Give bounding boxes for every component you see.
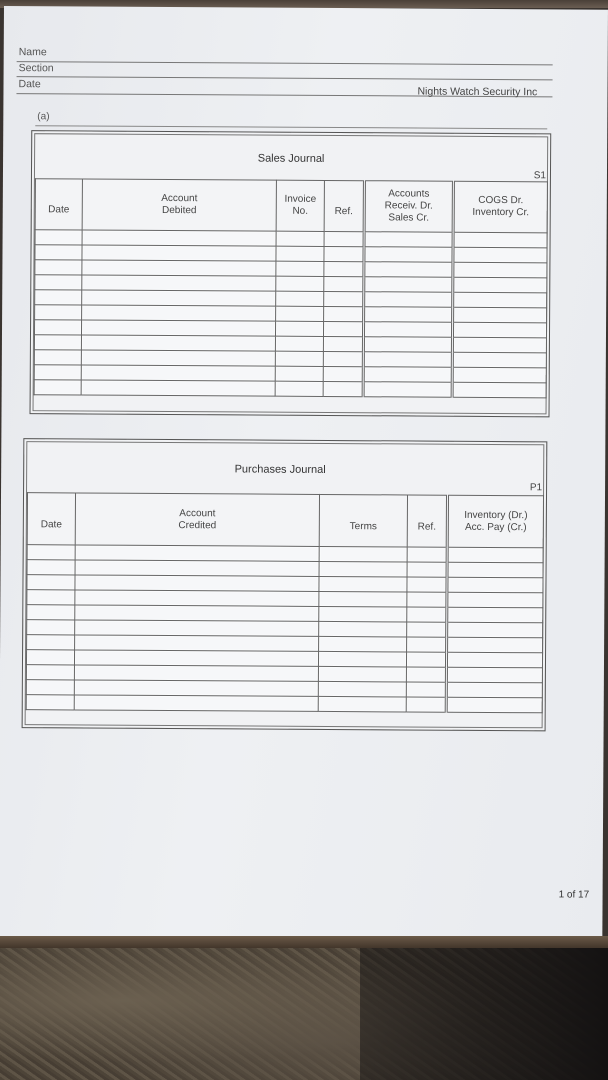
sales-journal-cell[interactable] — [323, 336, 363, 351]
sales-journal-cell[interactable] — [453, 292, 547, 308]
sales-journal-cell[interactable] — [81, 320, 275, 336]
sales-col-account-debited: Account Debited — [82, 179, 276, 231]
purchases-journal-cell[interactable] — [318, 681, 406, 697]
purchases-journal-cell[interactable] — [75, 590, 319, 606]
sales-journal-cell[interactable] — [323, 366, 363, 381]
dark-background — [360, 948, 608, 1080]
sales-journal-cell[interactable] — [82, 230, 276, 246]
purchases-journal-cell[interactable] — [26, 665, 74, 680]
sales-journal-cell[interactable] — [81, 365, 275, 381]
sales-journal-cell[interactable] — [34, 365, 81, 380]
page-number: 1 of 17 — [558, 889, 590, 901]
sales-journal-cell[interactable] — [34, 350, 81, 365]
purchases-journal-cell[interactable] — [446, 682, 542, 698]
sales-journal-cell[interactable] — [452, 382, 546, 398]
sales-journal-cell[interactable] — [34, 320, 81, 335]
purchases-journal-cell[interactable] — [406, 682, 446, 697]
sales-journal-cell[interactable] — [452, 352, 546, 368]
purchases-journal-cell[interactable] — [447, 577, 543, 593]
purchases-col-inventory-acc-pay: Inventory (Dr.) Acc. Pay (Cr.) — [447, 495, 543, 548]
sales-col-date: Date — [35, 179, 82, 230]
purchases-journal-cell[interactable] — [406, 652, 446, 667]
purchases-journal-cell[interactable] — [318, 651, 406, 667]
purchases-col-terms: Terms — [319, 494, 407, 547]
purchases-journal-cell[interactable] — [446, 697, 542, 713]
purchases-journal-cell[interactable] — [406, 667, 446, 682]
sales-journal-row — [34, 380, 546, 398]
sales-journal-cell[interactable] — [363, 382, 452, 398]
purchases-journal-table — [26, 492, 544, 713]
sales-journal-cell[interactable] — [453, 262, 547, 278]
sales-journal-cell[interactable] — [324, 276, 364, 291]
section-label: Section — [18, 62, 54, 75]
purchases-journal-cell[interactable] — [26, 680, 74, 695]
purchases-journal-cell[interactable] — [27, 620, 75, 635]
purchases-journal-cell[interactable] — [319, 636, 407, 652]
purchases-journal-cell[interactable] — [447, 562, 543, 578]
purchases-journal-cell[interactable] — [407, 592, 447, 607]
purchases-journal-cell[interactable] — [318, 666, 406, 682]
sales-journal-table — [34, 178, 548, 398]
sales-journal-cell[interactable] — [35, 245, 82, 260]
purchases-journal-cell[interactable] — [407, 562, 447, 577]
sales-journal-cell[interactable] — [363, 367, 452, 383]
sales-journal-cell[interactable] — [364, 262, 453, 278]
sales-col-cogs-inventory: COGS Dr. Inventory Cr. — [453, 181, 547, 233]
sales-journal — [30, 130, 552, 417]
sales-journal-cell[interactable] — [323, 381, 363, 396]
purchases-journal-cell[interactable] — [74, 665, 318, 681]
purchases-journal-cell[interactable] — [75, 560, 319, 576]
sales-journal-cell[interactable] — [276, 231, 324, 246]
sales-journal-cell[interactable] — [363, 337, 452, 353]
purchases-journal-cell[interactable] — [27, 590, 75, 605]
sales-journal-cell[interactable] — [34, 380, 81, 395]
sales-journal-cell[interactable] — [453, 277, 547, 293]
section-line[interactable] — [17, 76, 553, 80]
worksheet-paper — [0, 6, 608, 940]
purchases-journal-cell[interactable] — [447, 592, 543, 608]
sales-journal-cell[interactable] — [324, 231, 364, 246]
sales-journal-cell[interactable] — [34, 335, 81, 350]
sales-journal-cell[interactable] — [364, 247, 453, 263]
sales-journal-page-code: S1 — [533, 170, 547, 182]
purchases-journal-cell[interactable] — [26, 695, 74, 710]
purchases-journal-cell[interactable] — [75, 620, 319, 636]
purchases-col-date: Date — [27, 493, 75, 545]
purchases-journal-cell[interactable] — [446, 667, 542, 683]
sales-journal-cell[interactable] — [82, 305, 276, 321]
purchases-journal-cell[interactable] — [319, 576, 407, 592]
purchases-journal-cell[interactable] — [75, 575, 319, 591]
sales-journal-cell[interactable] — [82, 275, 276, 291]
purchases-journal-cell[interactable] — [27, 605, 75, 620]
purchases-journal-cell[interactable] — [27, 575, 75, 590]
purchases-journal-page-code: P1 — [529, 482, 543, 494]
sales-journal-cell[interactable] — [324, 261, 364, 276]
sales-journal-cell[interactable] — [275, 336, 323, 351]
sales-journal-cell[interactable] — [324, 246, 364, 261]
purchases-journal-cell[interactable] — [407, 622, 447, 637]
sales-journal-cell[interactable] — [276, 306, 324, 321]
purchases-journal-cell[interactable] — [318, 696, 406, 712]
purchases-journal-cell[interactable] — [319, 606, 407, 622]
sales-journal-cell[interactable] — [81, 380, 275, 396]
purchases-journal-cell[interactable] — [319, 621, 407, 637]
purchases-journal-cell[interactable] — [407, 607, 447, 622]
purchases-journal-cell[interactable] — [406, 697, 446, 712]
purchases-journal-row — [26, 695, 542, 713]
sales-journal-cell[interactable] — [453, 232, 547, 248]
sales-journal-cell[interactable] — [82, 245, 276, 261]
name-label: Name — [18, 46, 47, 59]
part-divider — [35, 125, 547, 129]
sales-journal-cell[interactable] — [323, 321, 363, 336]
purchases-journal-cell[interactable] — [27, 560, 75, 575]
sales-col-accounts-receivable: Accounts Receiv. Dr. Sales Cr. — [364, 181, 453, 233]
purchases-journal-cell[interactable] — [447, 607, 543, 623]
date-label: Date — [18, 78, 41, 91]
sales-journal-cell[interactable] — [276, 276, 324, 291]
purchases-journal-cell[interactable] — [319, 546, 407, 562]
sales-journal-cell[interactable] — [452, 367, 546, 383]
sales-journal-cell[interactable] — [81, 350, 275, 366]
sales-journal-cell[interactable] — [82, 260, 276, 276]
sales-journal-cell[interactable] — [363, 322, 452, 338]
sales-journal-cell[interactable] — [364, 277, 453, 293]
purchases-journal-cell[interactable] — [27, 545, 75, 560]
purchases-journal-cell[interactable] — [26, 650, 74, 665]
sales-journal-cell[interactable] — [276, 291, 324, 306]
name-line[interactable] — [17, 61, 553, 65]
sales-journal-cell[interactable] — [35, 230, 82, 245]
sales-journal-cell[interactable] — [35, 305, 82, 320]
purchases-journal-cell[interactable] — [407, 577, 447, 592]
purchases-journal-cell[interactable] — [27, 635, 75, 650]
sales-journal-cell[interactable] — [81, 335, 275, 351]
part-label: (a) — [37, 111, 50, 123]
sales-journal-cell[interactable] — [324, 306, 364, 321]
sales-journal-cell[interactable] — [453, 247, 547, 263]
sales-journal-cell[interactable] — [364, 292, 453, 308]
purchases-col-account-credited: Account Credited — [75, 493, 319, 546]
purchases-journal-cell[interactable] — [407, 547, 447, 562]
purchases-journal-title: Purchases Journal — [234, 463, 326, 476]
sales-journal-cell[interactable] — [35, 290, 82, 305]
purchases-journal-cell[interactable] — [74, 695, 318, 711]
sales-journal-cell[interactable] — [453, 307, 547, 323]
sales-journal-cell[interactable] — [276, 261, 324, 276]
purchases-journal-cell[interactable] — [75, 545, 319, 561]
purchases-journal-cell[interactable] — [447, 547, 543, 563]
sales-journal-title: Sales Journal — [257, 152, 325, 165]
purchases-journal — [22, 438, 548, 731]
purchases-journal-cell[interactable] — [446, 652, 542, 668]
sales-journal-cell[interactable] — [324, 291, 364, 306]
purchases-journal-cell[interactable] — [447, 637, 543, 653]
purchases-journal-cell[interactable] — [75, 605, 319, 621]
purchases-journal-cell[interactable] — [74, 680, 318, 696]
purchases-col-ref: Ref. — [407, 495, 447, 547]
sales-journal-cell[interactable] — [35, 260, 82, 275]
sales-journal-cell[interactable] — [275, 351, 323, 366]
purchases-journal-cell[interactable] — [319, 591, 407, 607]
sales-journal-cell[interactable] — [364, 232, 453, 248]
sales-journal-cell[interactable] — [276, 246, 324, 261]
sales-journal-cell[interactable] — [452, 322, 546, 338]
sales-journal-cell[interactable] — [364, 307, 453, 323]
sales-journal-cell[interactable] — [363, 352, 452, 368]
sales-journal-cell[interactable] — [82, 290, 276, 306]
purchases-journal-cell[interactable] — [319, 561, 407, 577]
company-name: Nights Watch Security Inc — [417, 85, 538, 99]
sales-journal-cell[interactable] — [275, 321, 323, 336]
sales-journal-cell[interactable] — [275, 366, 323, 381]
sales-journal-cell[interactable] — [452, 337, 546, 353]
sales-journal-cell[interactable] — [323, 351, 363, 366]
sales-col-invoice-no: Invoice No. — [276, 180, 324, 231]
sales-col-ref: Ref. — [324, 180, 364, 231]
purchases-journal-cell[interactable] — [407, 637, 447, 652]
purchases-journal-cell[interactable] — [447, 622, 543, 638]
sales-journal-cell[interactable] — [275, 381, 323, 396]
purchases-journal-cell[interactable] — [74, 650, 318, 666]
purchases-journal-cell[interactable] — [75, 635, 319, 651]
sales-journal-cell[interactable] — [35, 275, 82, 290]
